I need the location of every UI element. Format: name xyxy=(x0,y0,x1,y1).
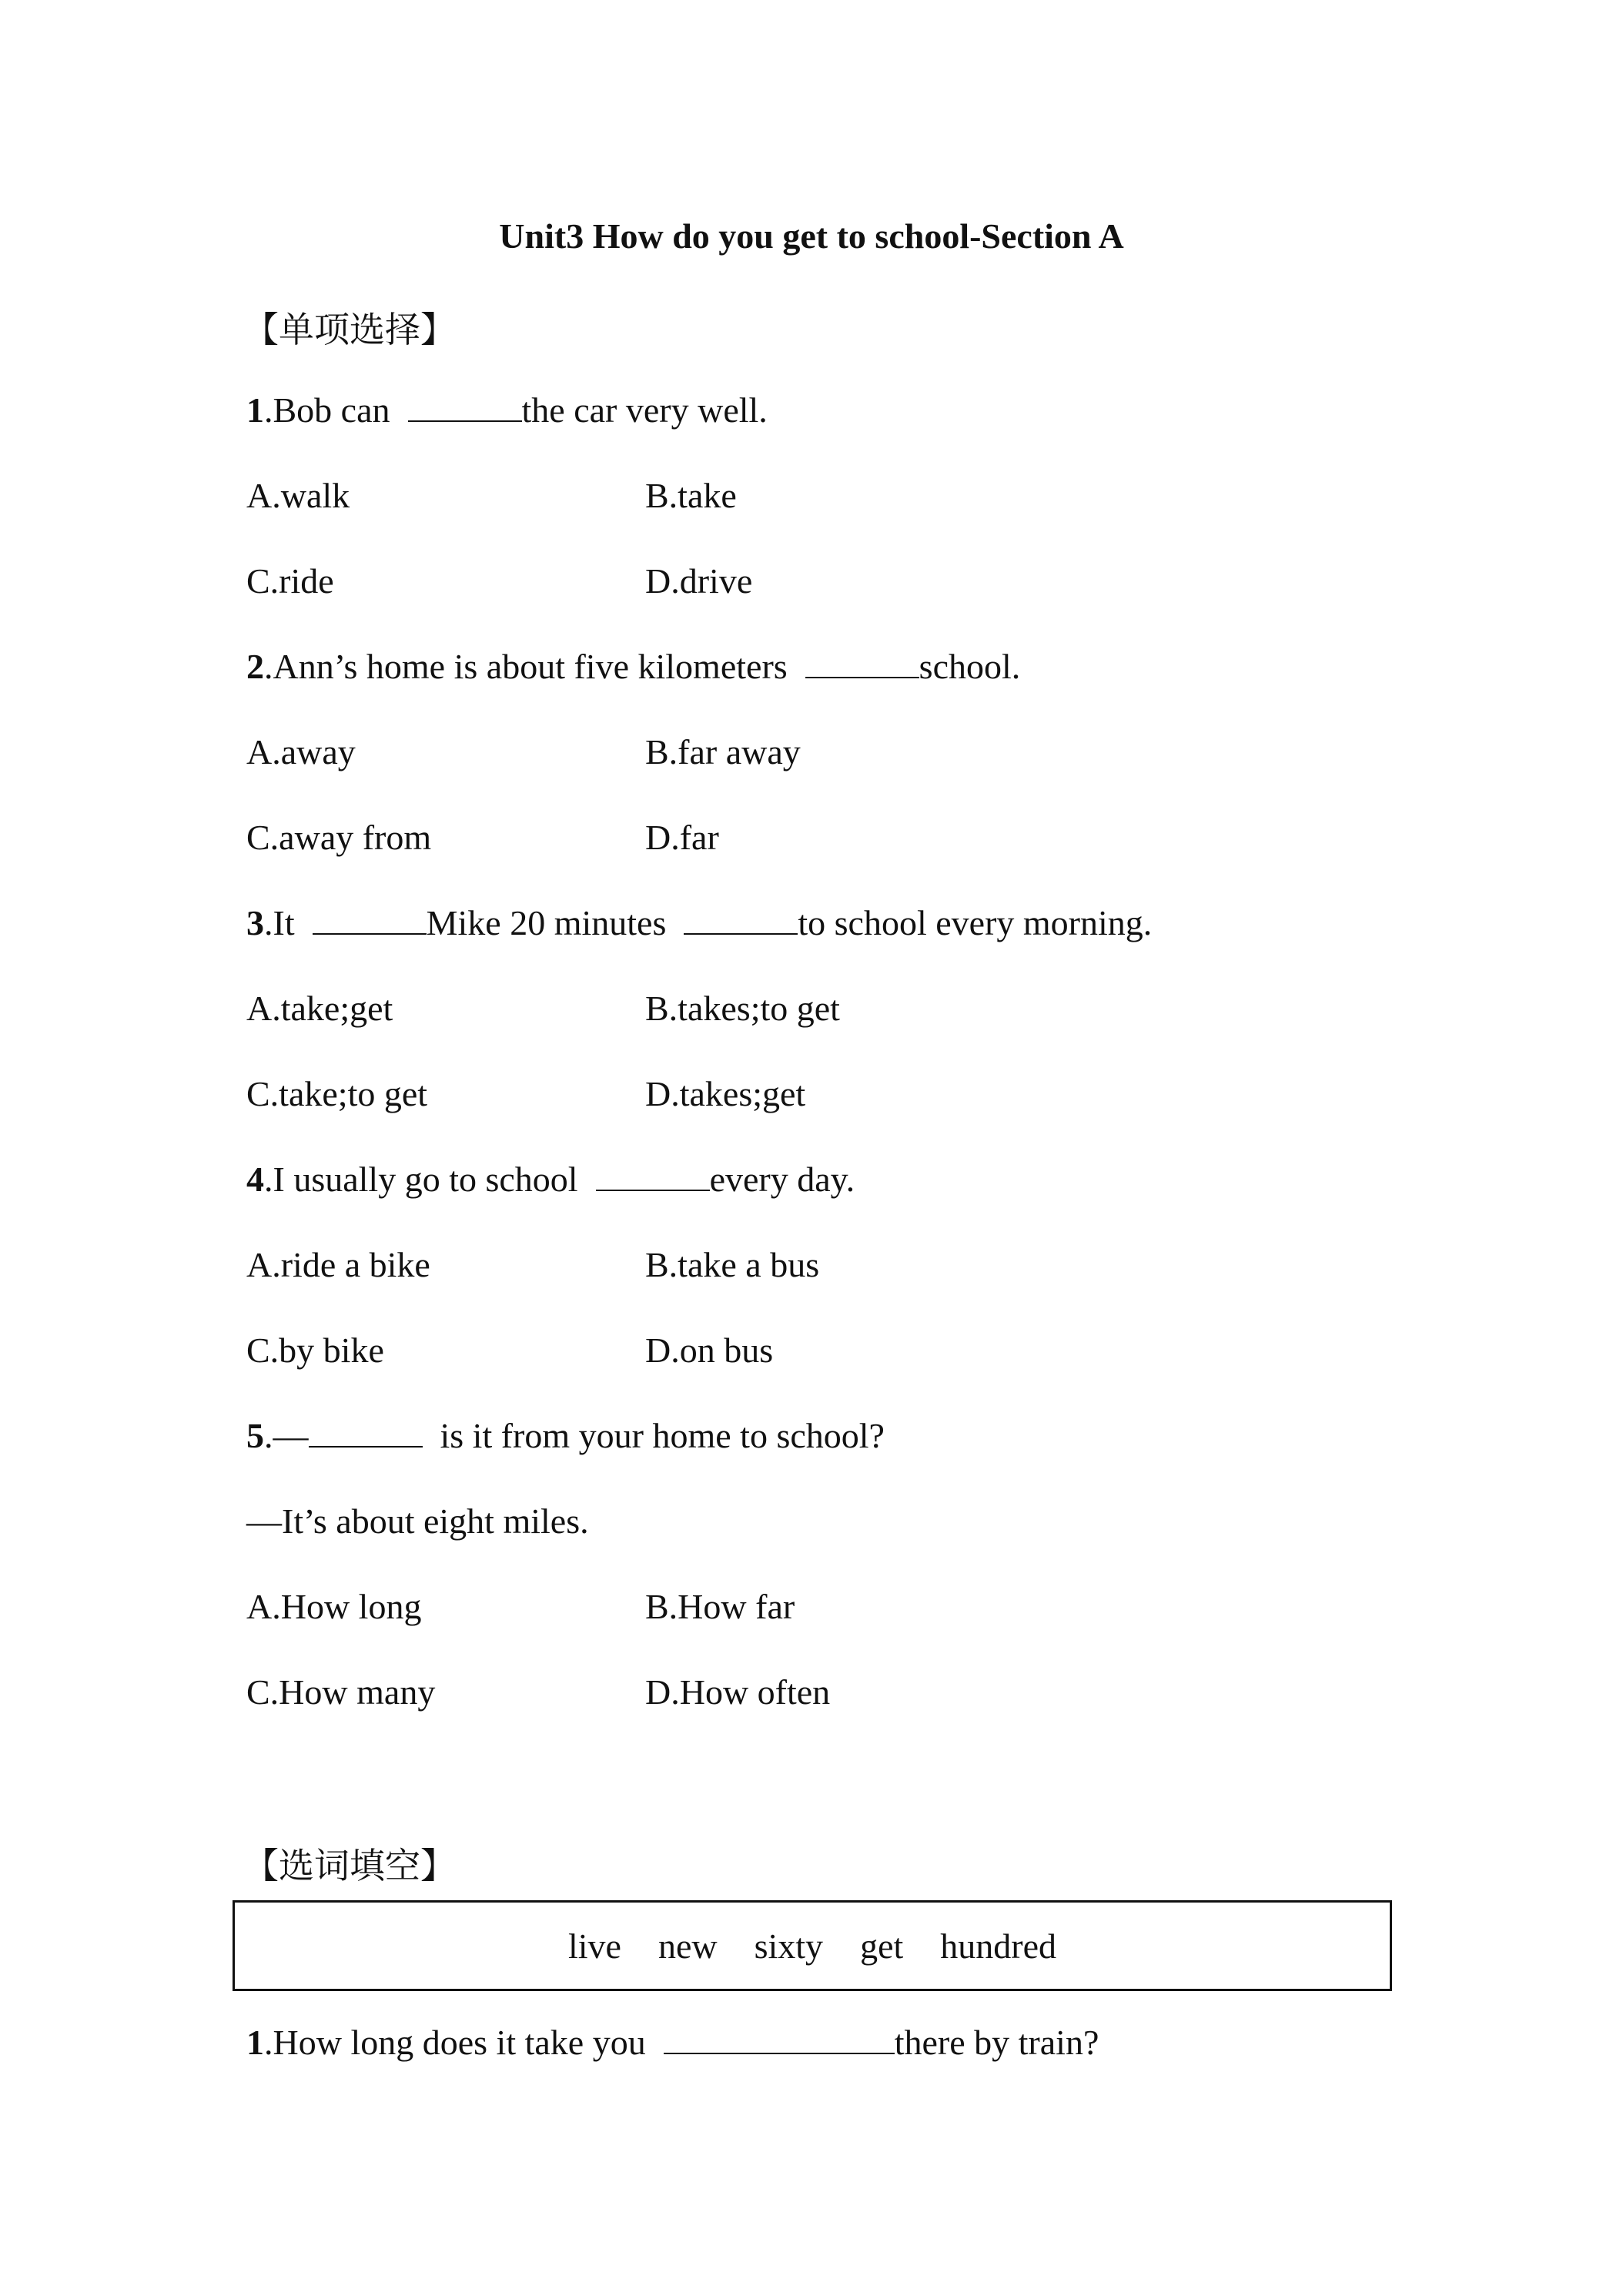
option-b: B.How far xyxy=(645,1587,795,1626)
question-number: 1 xyxy=(246,390,264,430)
option-b: B.take a bus xyxy=(645,1245,820,1284)
option-a: A.walk xyxy=(246,476,350,515)
word-bank-item: hundred xyxy=(940,1926,1057,1966)
option-b: B.takes;to get xyxy=(645,989,840,1028)
answer-blank[interactable] xyxy=(309,1415,423,1448)
answer-blank[interactable] xyxy=(664,2022,895,2054)
option-c: C.How many xyxy=(246,1672,436,1712)
option-d: D.far xyxy=(645,818,719,857)
option-c: C.take;to get xyxy=(246,1074,428,1113)
option-b: B.far away xyxy=(645,732,801,771)
option-d: D.on bus xyxy=(645,1330,774,1370)
option-d: D.drive xyxy=(645,561,753,601)
fill-question-1: 1.How long does it take you there by train? xyxy=(246,2023,1099,2062)
answer-blank[interactable] xyxy=(805,646,919,678)
word-bank-item: sixty xyxy=(754,1926,824,1966)
option-a: A.How long xyxy=(246,1587,422,1626)
question-2: 2.Ann’s home is about five kilometers school. xyxy=(246,647,1021,686)
answer-blank[interactable] xyxy=(408,390,522,422)
word-bank-box xyxy=(233,1900,1392,1991)
question-number: 2 xyxy=(246,647,264,686)
option-c: C.by bike xyxy=(246,1330,384,1370)
section-heading-single-choice: 【单项选择】 xyxy=(243,310,456,350)
question-number: 3 xyxy=(246,903,264,942)
question-number: 4 xyxy=(246,1160,264,1199)
option-d: D.takes;get xyxy=(645,1074,806,1113)
question-3: 3.It Mike 20 minutes to school every morning. xyxy=(246,903,1153,942)
question-1: 1.Bob can the car very well. xyxy=(246,390,768,430)
question-number: 5 xyxy=(246,1416,264,1455)
question-5-response: —It’s about eight miles. xyxy=(246,1501,589,1541)
page-title: Unit3 How do you get to school-Section A xyxy=(499,216,1124,256)
word-bank-item: get xyxy=(860,1926,904,1966)
answer-blank[interactable] xyxy=(684,902,798,935)
option-a: A.ride a bike xyxy=(246,1245,430,1284)
option-b: B.take xyxy=(645,476,737,515)
option-a: A.take;get xyxy=(246,989,393,1028)
option-c: C.away from xyxy=(246,818,432,857)
answer-blank[interactable] xyxy=(313,902,427,935)
option-c: C.ride xyxy=(246,561,334,601)
answer-blank[interactable] xyxy=(596,1159,710,1191)
word-bank-item: live xyxy=(567,1926,621,1966)
section-heading-word-fill: 【选词填空】 xyxy=(243,1846,456,1886)
option-a: A.away xyxy=(246,732,356,771)
question-5: 5.— is it from your home to school? xyxy=(246,1416,885,1455)
question-4: 4.I usually go to school every day. xyxy=(246,1160,855,1199)
option-d: D.How often xyxy=(645,1672,831,1712)
word-bank-item: new xyxy=(658,1926,718,1966)
question-number: 1 xyxy=(246,2023,264,2062)
